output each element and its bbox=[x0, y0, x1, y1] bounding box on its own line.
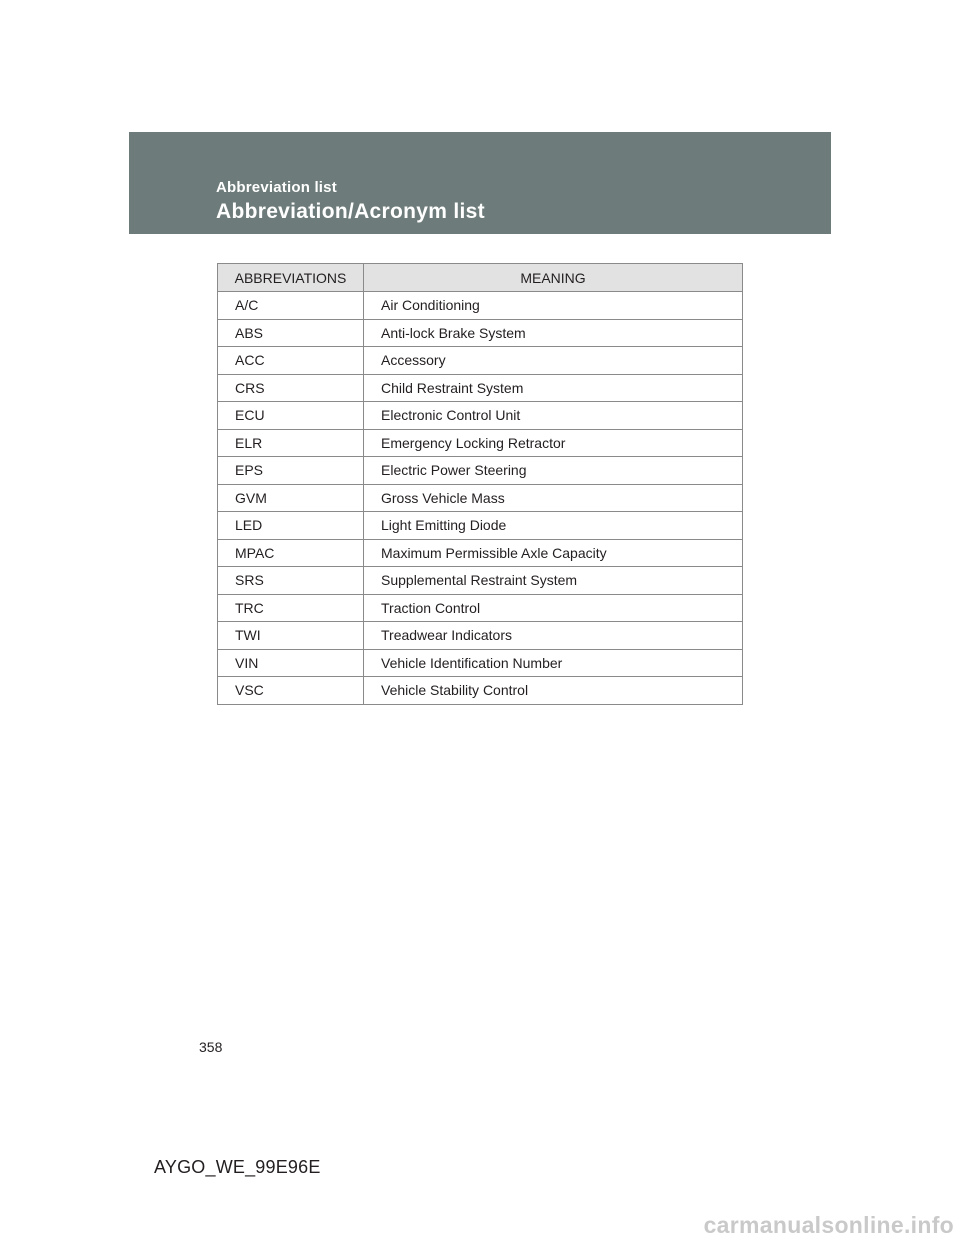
table-row bbox=[218, 402, 743, 430]
watermark: carmanualsonline.info bbox=[703, 1212, 954, 1238]
table-row bbox=[218, 457, 743, 485]
page-title: Abbreviation/Acronym list bbox=[216, 200, 485, 223]
meaning-cell: Light Emitting Diode bbox=[364, 512, 743, 540]
meaning-cell: Maximum Permissible Axle Capacity bbox=[364, 539, 743, 567]
table-row bbox=[218, 374, 743, 402]
meaning-cell: Child Restraint System bbox=[364, 374, 743, 402]
table-row bbox=[218, 594, 743, 622]
table-row bbox=[218, 567, 743, 595]
meaning-cell: Air Conditioning bbox=[364, 292, 743, 320]
meaning-cell: Treadwear Indicators bbox=[364, 622, 743, 650]
abbreviation-cell: GVM bbox=[218, 484, 364, 512]
meaning-cell: Electric Power Steering bbox=[364, 457, 743, 485]
meaning-cell: Anti-lock Brake System bbox=[364, 319, 743, 347]
meaning-cell: Vehicle Identification Number bbox=[364, 649, 743, 677]
abbreviation-cell: TWI bbox=[218, 622, 364, 650]
abbreviation-cell: ABS bbox=[218, 319, 364, 347]
table-row bbox=[218, 622, 743, 650]
abbreviation-cell: TRC bbox=[218, 594, 364, 622]
section-label: Abbreviation list bbox=[216, 179, 337, 196]
column-header-abbreviations: ABBREVIATIONS bbox=[218, 264, 364, 292]
abbreviation-cell: EPS bbox=[218, 457, 364, 485]
abbreviation-cell: A/C bbox=[218, 292, 364, 320]
meaning-cell: Electronic Control Unit bbox=[364, 402, 743, 430]
abbreviation-cell: CRS bbox=[218, 374, 364, 402]
meaning-cell: Accessory bbox=[364, 347, 743, 375]
table-row bbox=[218, 429, 743, 457]
meaning-cell: Emergency Locking Retractor bbox=[364, 429, 743, 457]
abbreviation-cell: MPAC bbox=[218, 539, 364, 567]
meaning-cell: Supplemental Restraint System bbox=[364, 567, 743, 595]
meaning-cell: Traction Control bbox=[364, 594, 743, 622]
table-row bbox=[218, 677, 743, 705]
table-row bbox=[218, 539, 743, 567]
abbreviation-cell: ACC bbox=[218, 347, 364, 375]
meaning-cell: Vehicle Stability Control bbox=[364, 677, 743, 705]
abbreviation-table bbox=[217, 263, 743, 705]
table-row bbox=[218, 484, 743, 512]
table-row bbox=[218, 512, 743, 540]
abbreviation-cell: ELR bbox=[218, 429, 364, 457]
abbreviation-cell: SRS bbox=[218, 567, 364, 595]
page-number: 358 bbox=[199, 1039, 223, 1055]
abbreviation-cell: LED bbox=[218, 512, 364, 540]
header-band bbox=[129, 132, 831, 234]
abbreviation-cell: ECU bbox=[218, 402, 364, 430]
table-row bbox=[218, 319, 743, 347]
table-row bbox=[218, 292, 743, 320]
table-row bbox=[218, 347, 743, 375]
table-row bbox=[218, 649, 743, 677]
abbreviation-cell: VIN bbox=[218, 649, 364, 677]
table-header-row bbox=[218, 264, 743, 292]
meaning-cell: Gross Vehicle Mass bbox=[364, 484, 743, 512]
document-code: AYGO_WE_99E96E bbox=[154, 1157, 321, 1177]
column-header-meaning: MEANING bbox=[364, 264, 743, 292]
abbreviation-cell: VSC bbox=[218, 677, 364, 705]
